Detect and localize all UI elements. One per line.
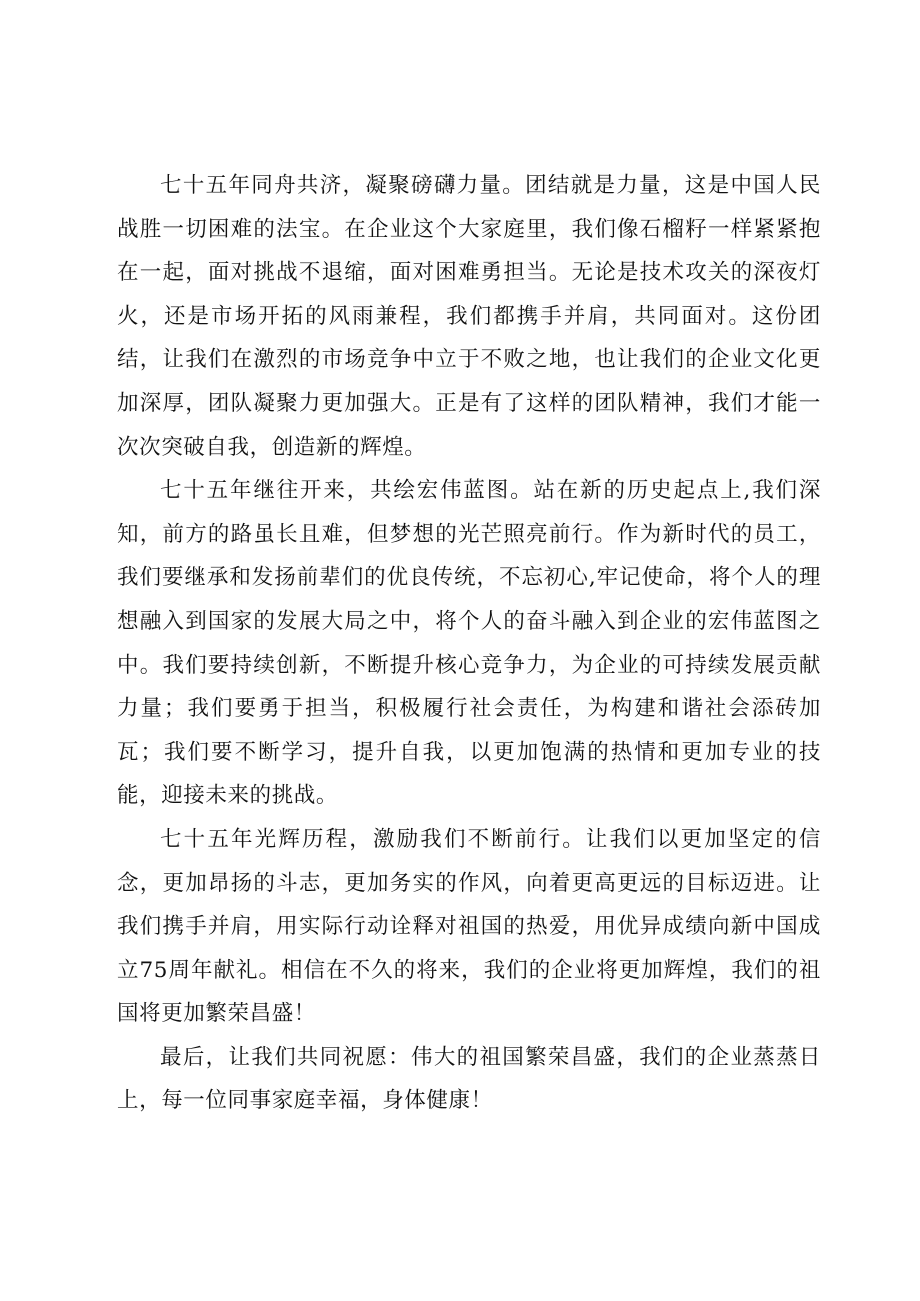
paragraph-glorious-journey: 七十五年光辉历程，激励我们不断前行。让我们以更加坚定的信念，更加昂扬的斗志，更加务实的作风，向着更高更远的目标迈进。让我们携手并肩，用实际行动诠释对祖国的热爱，用优异成绩向新中国成立75周年献礼。相信在不久的将来，我们的企业将更加辉煌，我们的祖国将更加繁荣昌盛！ [117,826,821,1027]
paragraph-unity: 七十五年同舟共济，凝聚磅礴力量。团结就是力量，这是中国人民战胜一切困难的法宝。在企业这个大家庭里，我们像石榴籽一样紧紧抱在一起，面对挑战不退缩，面对困难勇担当。无论是技术攻关的深夜灯火，还是市场开拓的风雨兼程，我们都携手并肩，共同面对。这份团结，让我们在激烈的市场竞争中立于不败之地，也让我们的企业文化更加深厚，团队凝聚力更加强大。正是有了这样的团队精神，我们才能一次次突破自我，创造新的辉煌。 [117,173,821,460]
paragraph-closing-wishes: 最后，让我们共同祝愿：伟大的祖国繁荣昌盛，我们的企业蒸蒸日上，每一位同事家庭幸福，身体健康！ [117,1044,821,1114]
document-body [117,164,821,1123]
paragraph-blueprint: 七十五年继往开来，共绘宏伟蓝图。站在新的历史起点上,我们深知，前方的路虽长且难，但梦想的光芒照亮前行。作为新时代的员工，我们要继承和发扬前辈们的优良传统，不忘初心,牢记使命，将个人的理想融入到国家的发展大局之中，将个人的奋斗融入到企业的宏伟蓝图之中。我们要持续创新，不断提升核心竞争力，为企业的可持续发展贡献力量；我们要勇于担当，积极履行社会责任，为构建和谐社会添砖加瓦；我们要不断学习，提升自我，以更加饱满的热情和更加专业的技能，迎接未来的挑战。 [117,478,821,809]
